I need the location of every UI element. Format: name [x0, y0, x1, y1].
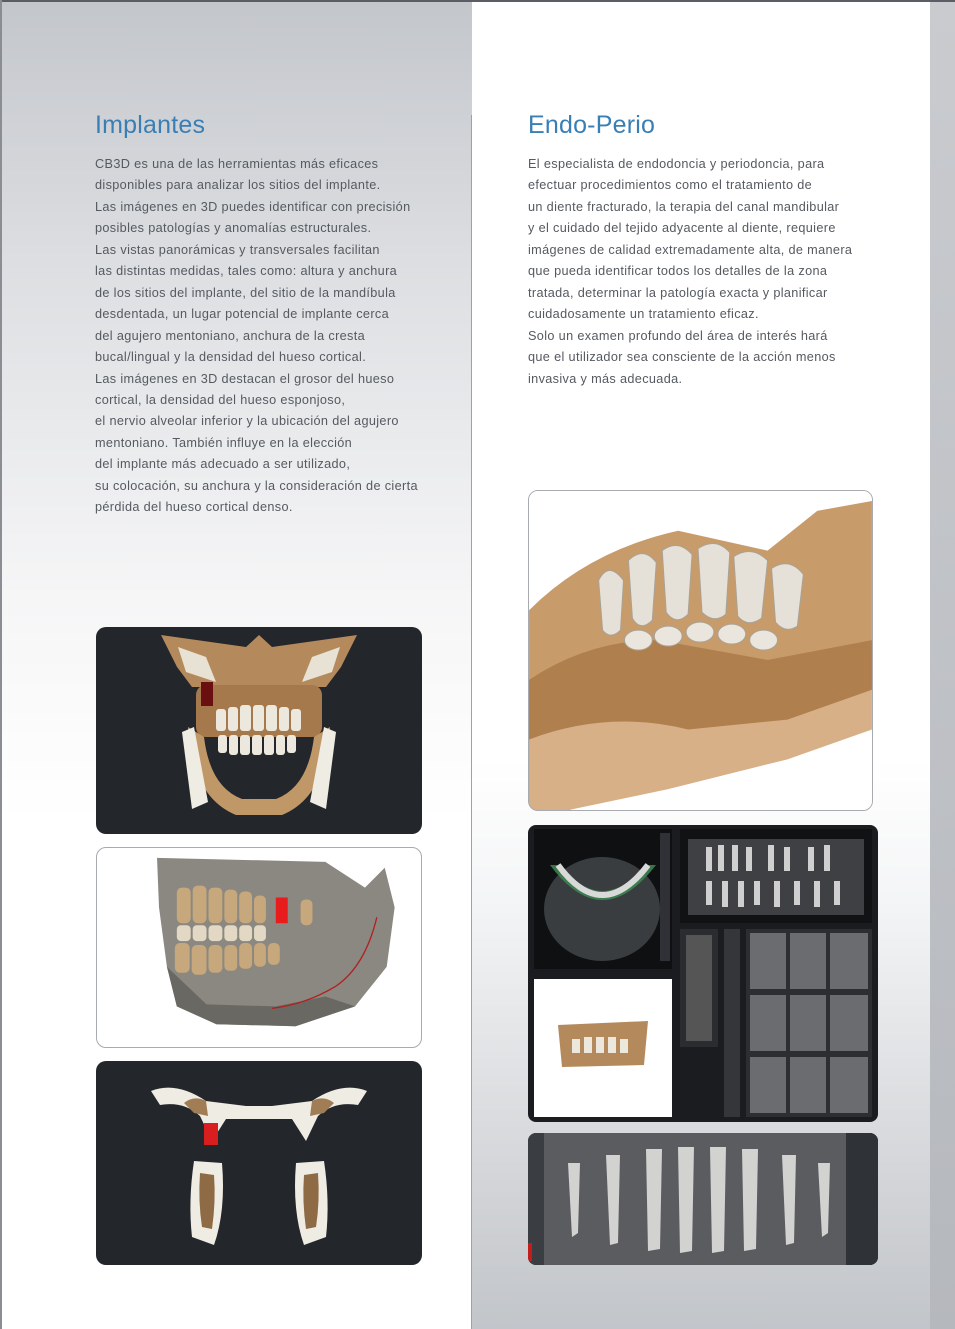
heading-endo-perio: Endo-Perio	[528, 111, 656, 139]
text-line: invasiva y más adecuada.	[528, 371, 683, 386]
page-border-left	[0, 0, 2, 1329]
text-line: su colocación, su anchura y la consideración de cierta	[95, 478, 418, 493]
implantes-paragraph	[95, 154, 418, 519]
dental-software-multiview-image	[528, 825, 878, 1122]
text-line: cuidadosamente un tratamiento eficaz.	[528, 307, 759, 322]
text-line: imágenes de calidad extremadamente alta, de manera	[528, 242, 853, 257]
text-line: que pueda identificar todos los detalles de la zona	[528, 264, 828, 279]
text-line: mentoniano. También influye en la elección	[95, 435, 353, 450]
page-border-top	[0, 0, 955, 2]
text-line: Las imágenes en 3D destacan el grosor del hueso	[95, 371, 395, 386]
text-line: disponibles para analizar los sitios del implante.	[95, 178, 381, 193]
column-divider	[471, 115, 472, 1329]
text-line: un diente fracturado, la terapia del canal mandibular	[528, 199, 840, 214]
text-line: el nervio alveolar inferior y la ubicación del agujero	[95, 414, 399, 429]
page-edge-bar	[930, 0, 955, 1329]
text-line: tratada, determinar la patología exacta y planificar	[528, 285, 828, 300]
mandible-lateral-3d-image	[96, 847, 422, 1048]
panoramic-xray-image	[528, 1133, 878, 1265]
text-line: pérdida del hueso cortical denso.	[95, 500, 293, 515]
text-line: y el cuidado del tejido adyacente al diente, requiere	[528, 221, 836, 236]
text-line: efectuar procedimientos como el tratamiento de	[528, 178, 813, 193]
text-line: Las imágenes en 3D puedes identificar con precisión	[95, 199, 411, 214]
text-line: El especialista de endodoncia y periodoncia, para	[528, 157, 825, 171]
text-line: cortical, la densidad del hueso esponjoso,	[95, 392, 346, 407]
text-line: que el utilizador sea consciente de la acción menos	[528, 350, 836, 365]
text-line: del agujero mentoniano, anchura de la cresta	[95, 328, 366, 343]
text-line: desdentada, un lugar potencial de implante cerca	[95, 307, 389, 322]
text-line: posibles patologías y anomalías estructurales.	[95, 221, 372, 236]
text-line: las distintas medidas, tales como: altura y anchura	[95, 264, 398, 279]
text-line: del implante más adecuado a ser utilizado,	[95, 457, 351, 472]
text-line: Las vistas panorámicas y transversales facilitan	[95, 242, 380, 257]
text-line: bucal/lingual y la densidad del hueso cortical.	[95, 350, 367, 365]
heading-implantes: Implantes	[95, 111, 206, 139]
jaw-detail-3d-image	[528, 490, 873, 811]
text-line: CB3D es una de las herramientas más eficaces	[95, 157, 379, 171]
text-line: de los sitios del implante, del sitio de la mandíbula	[95, 285, 396, 300]
coronal-section-3d-image	[96, 1061, 422, 1265]
text-line: Solo un examen profundo del área de interés hará	[528, 328, 828, 343]
skull-frontal-3d-image	[96, 627, 422, 834]
endo-perio-paragraph	[528, 154, 852, 390]
